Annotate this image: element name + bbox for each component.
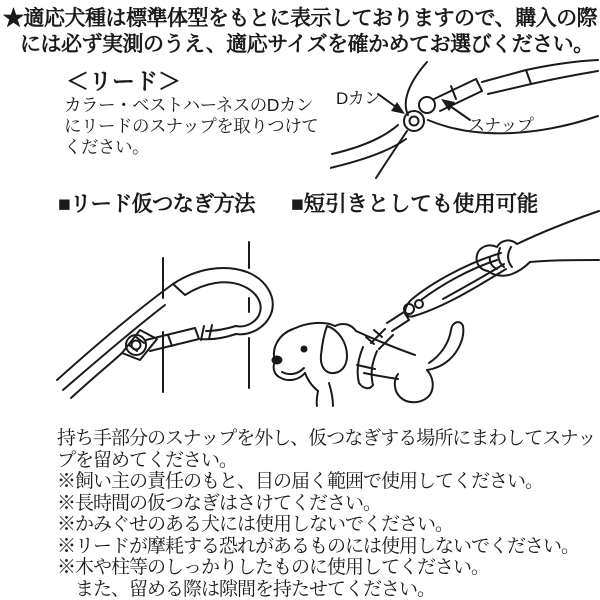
- lead-instruction-line-3: ください。: [64, 137, 149, 157]
- pole-tether-illustration: [45, 218, 280, 423]
- usage-note-line-3: ※飼い主の責任のもと、目の届く範囲で使用してください。: [57, 471, 544, 492]
- fit-warning-line-2: には必ず実測のうえ、適応サイズを確かめてお選びください。: [20, 33, 594, 56]
- usage-note-line-5: ※かみぐせのある犬には使用しないでください。: [57, 514, 454, 535]
- short-lead-heading: ■短引きとしても使用可能: [291, 192, 539, 216]
- tether-method-heading: ■リード仮つなぎ方法: [58, 192, 255, 216]
- fit-warning-line-1: ★適応犬種は標準体型をもとに表示しておりますので、購入の際: [3, 7, 598, 30]
- snap-label: スナップ: [468, 116, 534, 135]
- usage-note-line-1: 持ち手部分のスナップを外し、仮つなぎする場所にまわしてスナッ: [57, 428, 596, 449]
- usage-note-line-4: ※長時間の仮つなぎはさけてください。: [57, 493, 382, 514]
- lead-instruction-line-2: にリードのスナップを取りつけて: [64, 116, 319, 136]
- usage-note-line-6: ※リードが摩耗する恐れがあるものには使用しないでください。: [57, 536, 580, 557]
- usage-note-line-2: プを留めてください。: [57, 450, 238, 471]
- usage-note-line-7: ※木や柱等のしっかりしたものに使用してください。: [57, 557, 490, 578]
- usage-note-line-8: また、留める際は隙間を持たせてください。: [57, 579, 436, 600]
- dog-short-lead-illustration: [263, 203, 600, 421]
- d-ring-label: Dカン: [336, 89, 381, 108]
- dring-snap-illustration: [330, 58, 600, 188]
- lead-section-title: ＜リード＞: [66, 68, 181, 94]
- lead-instruction-line-1: カラー・ベストハーネスのDカン: [64, 95, 313, 115]
